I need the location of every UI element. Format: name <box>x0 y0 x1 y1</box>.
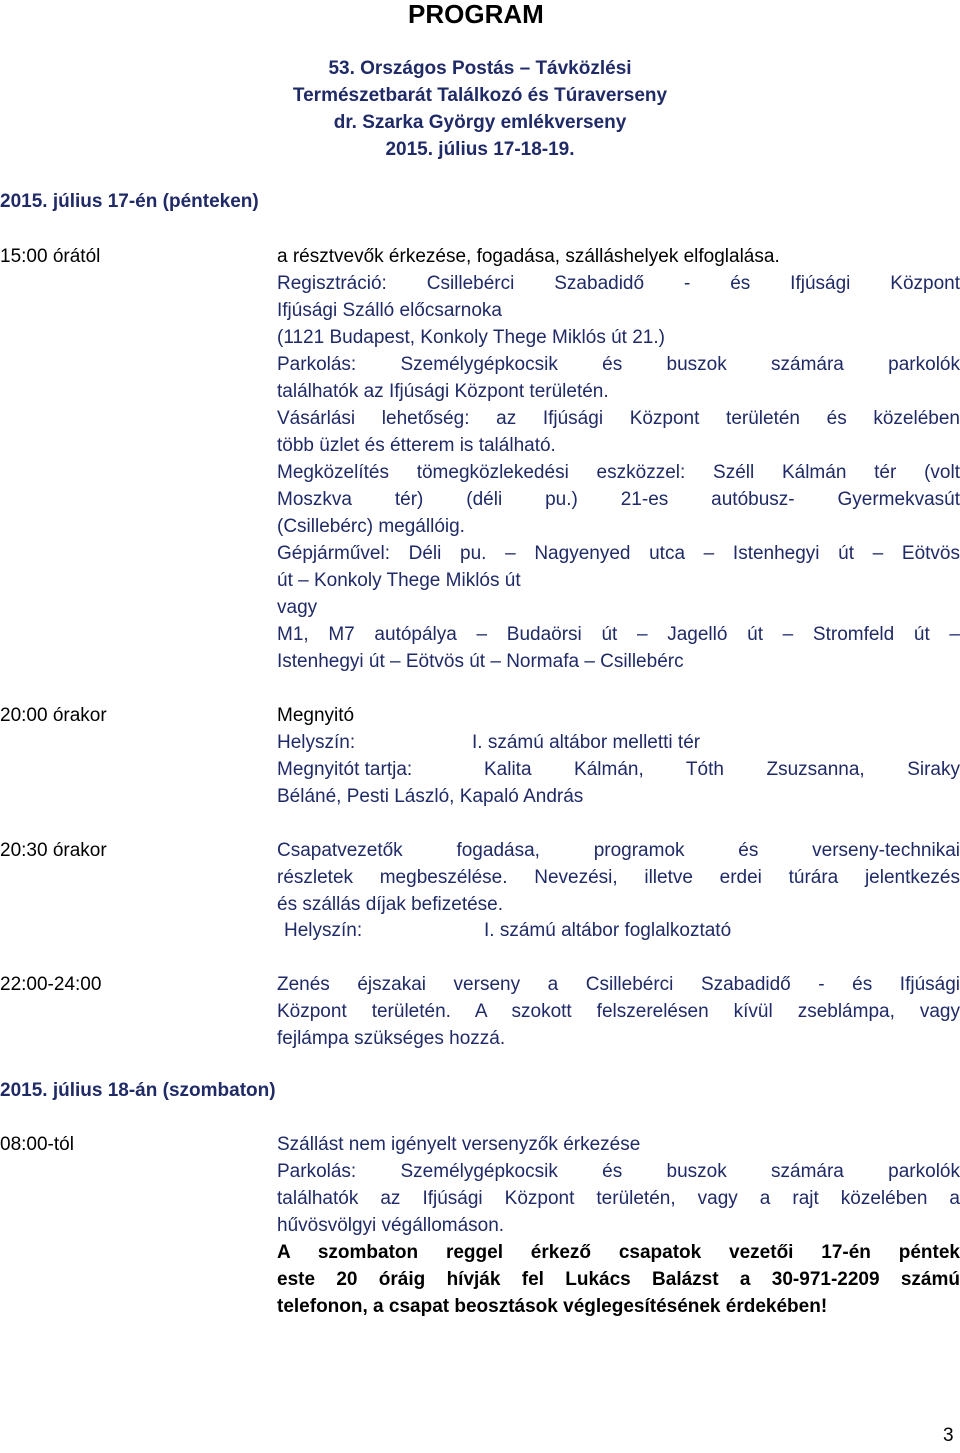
event3-line: Csapatvezetők fogadása, programok és verseny-technikai <box>277 840 960 861</box>
event1-line: Megközelítés tömegközlekedési eszközzel: Széll Kálmán tér (volt <box>277 462 960 483</box>
event1-line: M1, M7 autópálya – Budaörsi út – Jagelló út – Stromfeld út – <box>277 624 960 645</box>
day1-heading: 2015. július 17-én (pénteken) <box>0 191 259 212</box>
event-dates: 2015. július 17-18-19. <box>385 139 575 160</box>
day2-event1-line: Szállást nem igényelt versenyzők érkezése <box>277 1134 641 1155</box>
event1-line: Vásárlási lehetőség: az Ifjúsági Központ területén és közelében <box>277 408 960 429</box>
day2-notice-line: telefonon, a csapat beosztások véglegesítésének érdekében! <box>277 1296 828 1317</box>
event3-venue-label: Helyszín: <box>284 920 363 941</box>
event3-line: és szállás díjak befizetése. <box>277 894 504 915</box>
event2-venue-value: I. számú altábor melletti tér <box>472 732 701 753</box>
day2-notice-line: A szombaton reggel érkező csapatok vezetői 17-én péntek <box>277 1242 960 1263</box>
event1-line: út – Konkoly Thege Miklós út <box>277 570 521 591</box>
event1-line: (1121 Budapest, Konkoly Thege Miklós út 21.) <box>277 327 665 348</box>
event4-time: 22:00-24:00 <box>0 974 102 995</box>
event1-line: Gépjárművel: Déli pu. – Nagyenyed utca – Istenhegyi út – Eötvös <box>277 543 960 564</box>
event2-venue-label: Helyszín: <box>277 732 356 753</box>
page-title: PROGRAM <box>408 0 544 29</box>
event1-line: Moszkva tér) (déli pu.) 21-es autóbusz- Gyermekvasút <box>277 489 960 510</box>
event1-line: (Csillebérc) megállóig. <box>277 516 465 537</box>
event1-line: több üzlet és étterem is található. <box>277 435 556 456</box>
event2-host-value: Kalita Kálmán, Tóth Zsuzsanna, Siraky <box>484 759 960 780</box>
event-title-line-3: dr. Szarka György emlékverseny <box>333 112 627 133</box>
page-number: 3 <box>943 1425 954 1446</box>
event2-title: Megnyitó <box>277 705 355 726</box>
event1-line: találhatók az Ifjúsági Központ területén. <box>277 381 609 402</box>
event3-time: 20:30 órakor <box>0 840 107 861</box>
event1-line: Parkolás: Személygépkocsik és buszok számára parkolók <box>277 354 960 375</box>
event4-line: fejlámpa szükséges hozzá. <box>277 1028 506 1049</box>
event1-time: 15:00 órától <box>0 246 101 267</box>
day2-notice-line: este 20 óráig hívják fel Lukács Balázst a 30-971-2209 számú <box>277 1269 960 1290</box>
event3-line: részletek megbeszélése. Nevezési, illetve erdei túrára jelentkezés <box>277 867 960 888</box>
event1-line: a résztvevők érkezése, fogadása, szálláshelyek elfoglalása. <box>277 246 780 267</box>
event4-line: Zenés éjszakai verseny a Csillebérci Szabadidő - és Ifjúsági <box>277 974 960 995</box>
event-title-line-2: Természetbarát Találkozó és Túraverseny <box>292 85 668 106</box>
day2-event1-line: találhatók az Ifjúsági Központ területén, vagy a rajt közelében a <box>277 1188 960 1209</box>
event1-line: Regisztráció: Csillebérci Szabadidő - és Ifjúsági Központ <box>277 273 960 294</box>
event2-time: 20:00 órakor <box>0 705 107 726</box>
event1-line: vagy <box>277 597 318 618</box>
event4-line: Központ területén. A szokott felszerelésen kívül zseblámpa, vagy <box>277 1001 960 1022</box>
day2-event1-line: Parkolás: Személygépkocsik és buszok számára parkolók <box>277 1161 960 1182</box>
day2-event1-line: hűvösvölgyi végállomáson. <box>277 1215 505 1236</box>
event3-venue-value: I. számú altábor foglalkoztató <box>484 920 732 941</box>
event2-host-line2: Béláné, Pesti László, Kapaló András <box>277 786 584 807</box>
event-title-line-1: 53. Országos Postás – Távközlési <box>328 58 632 79</box>
day2-heading: 2015. július 18-án (szombaton) <box>0 1080 276 1101</box>
event1-line: Istenhegyi út – Eötvös út – Normafa – Csillebérc <box>277 651 684 672</box>
event1-line: Ifjúsági Szálló előcsarnoka <box>277 300 502 321</box>
event2-host-label: Megnyitót tartja: <box>277 759 413 780</box>
day2-event1-time: 08:00-tól <box>0 1134 74 1155</box>
